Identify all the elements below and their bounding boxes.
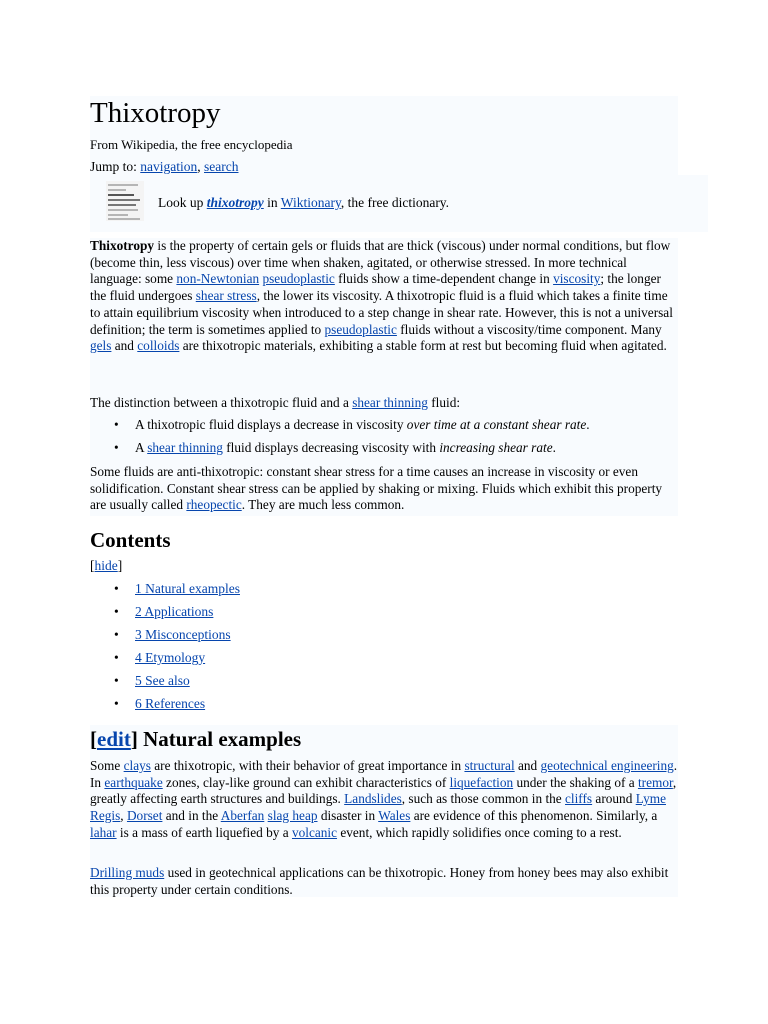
anti-thixotropic-paragraph xyxy=(90,464,680,514)
toc-link-etymology[interactable]: 4 Etymology xyxy=(135,650,206,665)
bracket: ] xyxy=(117,558,123,573)
bullet-text: A xyxy=(135,440,148,455)
lyme-regis-link[interactable]: Lyme Regis xyxy=(90,791,666,824)
viscosity-link[interactable]: viscosity xyxy=(553,271,601,287)
hide-link[interactable]: hide xyxy=(94,558,118,573)
shear-thinning-link-2[interactable]: shear thinning xyxy=(147,440,223,455)
wikt-mid: in xyxy=(263,195,281,210)
bullet-text: . xyxy=(552,440,556,455)
para-text: used in geotechnical applications can be thixotropic. Honey from honey bees may also exhibit this property under certain conditions. xyxy=(90,865,669,897)
distinction-list xyxy=(90,417,680,457)
intro-bold-term: Thixotropy xyxy=(90,238,155,253)
para-text: are evidence of this phenomenon. Similarly, a xyxy=(410,808,658,824)
intro-text: are thixotropic materials, exhibiting a stable form at rest but becoming fluid when agitated. xyxy=(179,338,667,354)
jump-sep: , xyxy=(197,159,205,174)
anti-text: Some fluids are anti-thixotropic: constant shear stress for a time causes an increase in viscosity or even solidification. Constant shear stress can be applied by shaking or mixing. Fluids which exhibit this property are usually called xyxy=(90,464,663,513)
bullet-emphasis: over time at a constant shear rate xyxy=(406,417,587,432)
intro-text: fluids without a viscosity/time component. Many xyxy=(396,321,662,337)
distinction-text: The distinction between a thixotropic fluid and a xyxy=(90,395,353,410)
toc-item xyxy=(90,695,240,718)
bracket: [ xyxy=(90,558,95,573)
bullet-text: A thixotropic fluid displays a decrease in viscosity xyxy=(135,417,407,432)
aberfan-link[interactable]: Aberfan xyxy=(220,808,265,824)
para-text: and xyxy=(514,758,541,773)
site-subtitle: From Wikipedia, the free encyclopedia xyxy=(90,137,293,152)
tremor-link[interactable]: tremor xyxy=(637,774,673,790)
table-of-contents xyxy=(90,580,240,718)
para-text: around xyxy=(592,791,636,807)
intro-text: is the property of certain gels or fluids that are thick (viscous) under normal conditions, but flow (become thin, less viscous) over time when shaken, agitated, or otherwise stressed. In more technical language: some xyxy=(90,238,671,287)
gels-link[interactable]: gels xyxy=(90,338,112,354)
intro-text: ; the longer the fluid undergoes xyxy=(90,271,661,304)
geotechnical-engineering-link[interactable]: geotechnical engineering xyxy=(540,758,674,773)
natural-examples-paragraph xyxy=(90,758,682,842)
anti-text: . They are much less common. xyxy=(241,497,405,513)
colloids-link[interactable]: colloids xyxy=(137,338,180,354)
non-newtonian-link[interactable]: non-Newtonian xyxy=(176,271,260,287)
intro-text: fluids show a time-dependent change in xyxy=(334,271,554,287)
edit-link[interactable]: edit xyxy=(97,727,131,751)
wiktionary-box xyxy=(90,175,708,232)
landslides-link[interactable]: Landslides xyxy=(344,791,402,807)
para-text: are thixotropic, with their behavior of great importance in xyxy=(150,758,465,773)
pseudoplastic-link-2[interactable]: pseudoplastic xyxy=(324,321,397,337)
toc-hide-toggle xyxy=(90,558,122,574)
para-text: zones, clay-like ground can exhibit characteristics of xyxy=(162,774,450,790)
pseudoplastic-link[interactable]: pseudoplastic xyxy=(262,271,335,287)
liquefaction-link[interactable]: liquefaction xyxy=(449,774,514,790)
toc-link-misconceptions[interactable]: 3 Misconceptions xyxy=(135,627,231,642)
toc-item xyxy=(90,672,240,695)
distinction-paragraph xyxy=(90,395,680,412)
toc-link-applications[interactable]: 2 Applications xyxy=(135,604,214,619)
section-heading-natural-examples xyxy=(90,725,301,753)
drilling-muds-paragraph xyxy=(90,865,682,898)
wiktionary-link[interactable]: Wiktionary xyxy=(280,195,341,210)
page-title: Thixotropy xyxy=(90,97,221,129)
para-text: under the shaking of a xyxy=(513,774,638,790)
wiktionary-term-link[interactable]: thixotropy xyxy=(206,195,264,210)
bullet-text: fluid displays decreasing viscosity with xyxy=(222,440,440,455)
para-text: , xyxy=(120,808,127,824)
para-text: . In xyxy=(90,758,678,790)
structural-link[interactable]: structural xyxy=(464,758,515,773)
intro-text: and xyxy=(111,338,138,354)
toc-item xyxy=(90,580,240,603)
dorset-link[interactable]: Dorset xyxy=(126,808,163,824)
distinction-text: fluid: xyxy=(427,395,461,410)
drilling-muds-link[interactable]: Drilling muds xyxy=(90,865,165,880)
bullet-emphasis: increasing shear rate xyxy=(439,440,553,455)
toc-link-natural-examples[interactable]: 1 Natural examples xyxy=(135,581,240,596)
shear-thinning-link[interactable]: shear thinning xyxy=(352,395,428,410)
list-item xyxy=(90,417,680,440)
intro-paragraph xyxy=(90,238,680,355)
list-item xyxy=(90,440,680,457)
section-title: Natural examples xyxy=(137,727,302,751)
toc-item xyxy=(90,649,240,672)
jump-label: Jump to: xyxy=(90,159,141,174)
wales-link[interactable]: Wales xyxy=(378,808,411,824)
shear-stress-link[interactable]: shear stress xyxy=(195,288,257,304)
toc-link-references[interactable]: 6 References xyxy=(135,696,206,711)
wiktionary-text xyxy=(158,195,449,211)
para-text: Some xyxy=(90,758,124,773)
para-text: is a mass of earth liquefied by a xyxy=(116,824,292,840)
para-text: and in the xyxy=(162,808,221,824)
toc-item xyxy=(90,626,240,649)
wiktionary-logo-icon xyxy=(106,181,144,221)
intro-text: , the lower its viscosity. A thixotropic fluid is a fluid which takes a finite time to attain equilibrium viscosity when introduced to a step change in shear rate. However, this is not a universal definition; the term is sometimes applied to xyxy=(90,288,673,337)
para-text: , such as those common in the xyxy=(401,791,566,807)
contents-heading: Contents xyxy=(90,528,171,552)
clays-link[interactable]: clays xyxy=(123,758,151,773)
search-link[interactable]: search xyxy=(204,159,239,174)
bracket: ] xyxy=(130,727,138,751)
jump-to xyxy=(90,158,239,175)
navigation-link[interactable]: navigation xyxy=(140,159,198,174)
bracket: [ xyxy=(90,727,97,751)
volcanic-link[interactable]: volcanic xyxy=(291,824,338,840)
wikt-post: , the free dictionary. xyxy=(340,195,450,210)
earthquake-link[interactable]: earthquake xyxy=(104,774,163,790)
bullet-text: . xyxy=(586,417,590,432)
para-text: disaster in xyxy=(317,808,379,824)
wikt-pre: Look up xyxy=(158,195,207,210)
slag-heap-link[interactable]: slag heap xyxy=(267,808,318,824)
toc-link-see-also[interactable]: 5 See also xyxy=(135,673,190,688)
para-text: event, which rapidly solidifies once coming to a rest. xyxy=(337,824,622,840)
para-text: , greatly affecting earth structures and buildings. xyxy=(90,774,677,807)
cliffs-link[interactable]: cliffs xyxy=(565,791,593,807)
toc-item xyxy=(90,603,240,626)
lahar-link[interactable]: lahar xyxy=(90,824,117,840)
rheopectic-link[interactable]: rheopectic xyxy=(186,497,242,513)
